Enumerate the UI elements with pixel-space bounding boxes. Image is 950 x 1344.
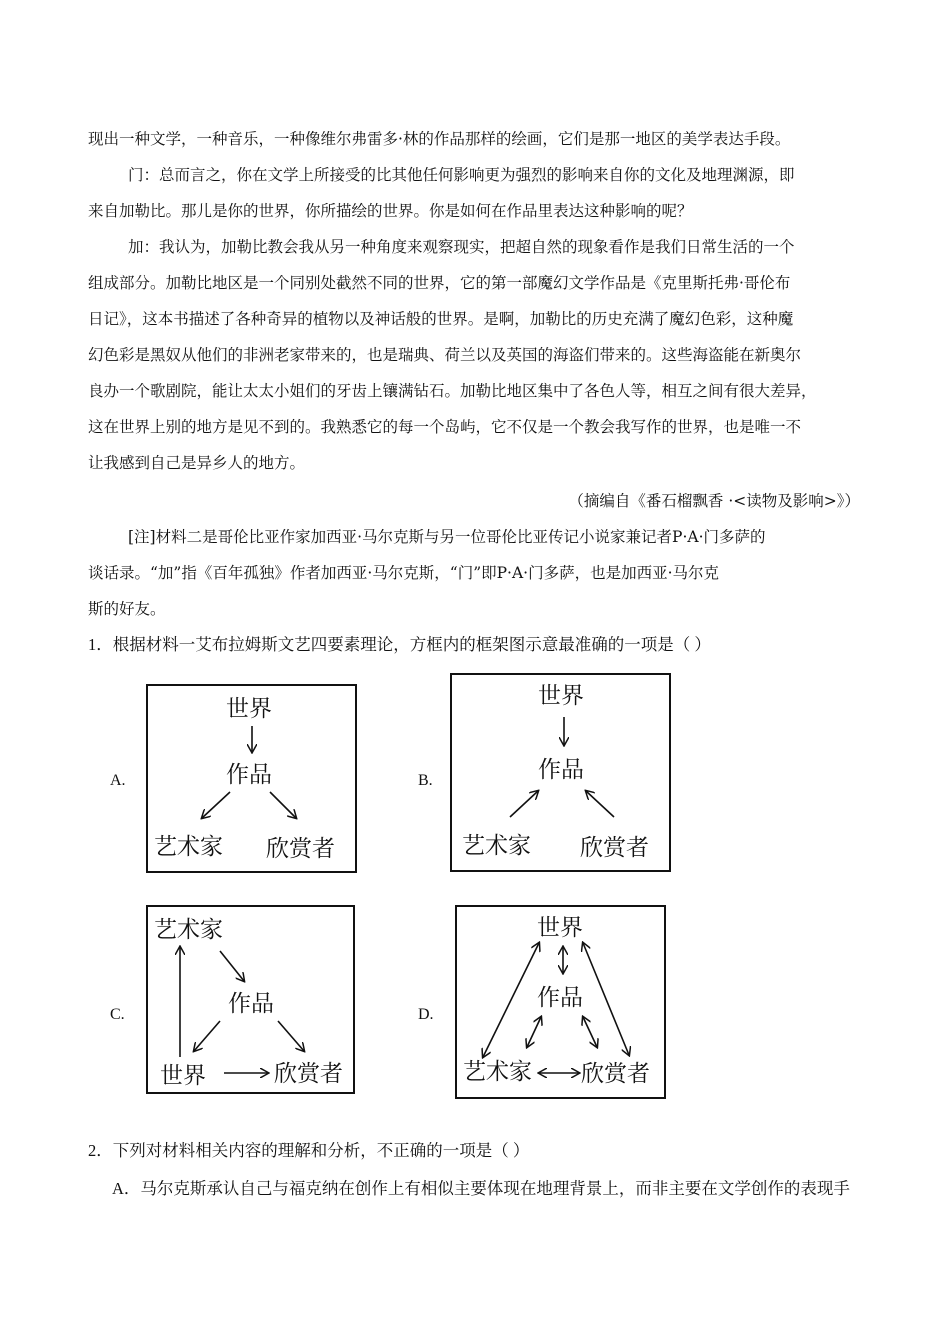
option-a-diagram bbox=[146, 684, 358, 874]
node-audience: 欣赏者 bbox=[581, 1061, 650, 1087]
node-world: 世界 bbox=[537, 915, 583, 941]
arrow-work-to-audience bbox=[270, 792, 296, 818]
node-world: 世界 bbox=[160, 1063, 206, 1089]
option-d-diagram bbox=[455, 905, 667, 1100]
paragraph-line: 这在世界上别的地方是见不到的。我熟悉它的每一个岛屿，它不仅是一个教会我写作的世界，也是唯一不 bbox=[88, 418, 802, 436]
note-line: 斯的好友。 bbox=[88, 600, 166, 618]
note-line: 谈话录。“加”指《百年孤独》作者加西亚·马尔克斯，“门”即P·A·门多萨，也是加西亚·马尔克 bbox=[88, 564, 720, 582]
arrow-work-to-artist bbox=[202, 792, 230, 818]
node-world: 世界 bbox=[538, 683, 584, 709]
node-audience: 欣赏者 bbox=[274, 1061, 343, 1087]
source-citation: （摘编自《番石榴飘香 ·<读物及影响>》） bbox=[568, 492, 860, 510]
arrow-artist-to-work bbox=[510, 791, 538, 817]
paragraph-line: 组成部分。加勒比地区是一个同别处截然不同的世界，它的第一部魔幻文学作品是《克里斯托弗·哥伦布 bbox=[88, 274, 791, 292]
node-artist: 艺术家 bbox=[462, 833, 531, 859]
option-c-label[interactable]: C. bbox=[110, 1006, 125, 1023]
node-audience: 欣赏者 bbox=[266, 836, 335, 862]
paragraph-line: 加：我认为，加勒比教会我从另一种角度来观察现实，把超自然的现象看作是我们日常生活的一个 bbox=[128, 238, 795, 256]
paragraph-line: 幻色彩是黑奴从他们的非洲老家带来的，也是瑞典、荷兰以及英国的海盗们带来的。这些海盗能在新奥尔 bbox=[88, 346, 802, 364]
arrow-audience-to-work bbox=[586, 791, 614, 817]
node-artist: 艺术家 bbox=[154, 834, 223, 860]
node-audience: 欣赏者 bbox=[580, 835, 649, 861]
option-b-diagram bbox=[450, 673, 672, 873]
paragraph-line: 现出一种文学，一种音乐，一种像维尔弗雷多·林的作品那样的绘画，它们是那一地区的美学表达手段。 bbox=[88, 130, 791, 148]
node-work: 作品 bbox=[228, 991, 274, 1017]
arrow-work-to-world bbox=[194, 1021, 220, 1051]
node-artist: 艺术家 bbox=[154, 917, 223, 943]
option-c-diagram bbox=[146, 905, 356, 1095]
paragraph-line: 日记》，这本书描述了各种奇异的植物以及神话般的世界。是啊，加勒比的历史充满了魔幻色彩，这种魔 bbox=[88, 310, 794, 328]
question-1-stem: 1．根据材料一艾布拉姆斯文艺四要素理论，方框内的框架图示意最准确的一项是（ ） bbox=[88, 635, 711, 654]
paragraph-line: 门：总而言之，你在文学上所接受的比其他任何影响更为强烈的影响来自你的文化及地理渊源，即 bbox=[128, 166, 795, 184]
question-2-option-a[interactable]: A．马尔克斯承认自己与福克纳在创作上有相似主要体现在地理背景上，而非主要在文学创作的表现手 bbox=[112, 1179, 850, 1198]
paragraph-line: 让我感到自己是异乡人的地方。 bbox=[88, 454, 306, 472]
node-work: 作品 bbox=[537, 985, 583, 1011]
node-work: 作品 bbox=[538, 757, 584, 783]
arrow-world-audience bbox=[583, 943, 629, 1055]
paragraph-line: 良办一个歌剧院，能让太太小姐们的牙齿上镶满钻石。加勒比地区集中了各色人等，相互之间有很大差异， bbox=[88, 382, 817, 400]
arrow-artist-to-work bbox=[220, 951, 244, 981]
arrow-work-audience bbox=[583, 1017, 597, 1047]
node-world: 世界 bbox=[226, 696, 272, 722]
option-b-label[interactable]: B. bbox=[418, 772, 433, 789]
arrow-work-to-audience bbox=[278, 1021, 304, 1051]
question-2-stem: 2．下列对材料相关内容的理解和分析，不正确的一项是（ ） bbox=[88, 1141, 530, 1160]
node-artist: 艺术家 bbox=[463, 1059, 532, 1085]
arrow-work-artist bbox=[527, 1017, 541, 1047]
paragraph-line: 来自加勒比。那儿是你的世界，你所描绘的世界。你是如何在作品里表达这种影响的呢？ bbox=[88, 202, 693, 220]
note-line: [注]材料二是哥伦比亚作家加西亚·马尔克斯与另一位哥伦比亚传记小说家兼记者P·A·门多萨的 bbox=[128, 528, 766, 546]
node-work: 作品 bbox=[226, 762, 272, 788]
option-d-label[interactable]: D. bbox=[418, 1006, 434, 1023]
option-a-label[interactable]: A. bbox=[110, 772, 126, 789]
